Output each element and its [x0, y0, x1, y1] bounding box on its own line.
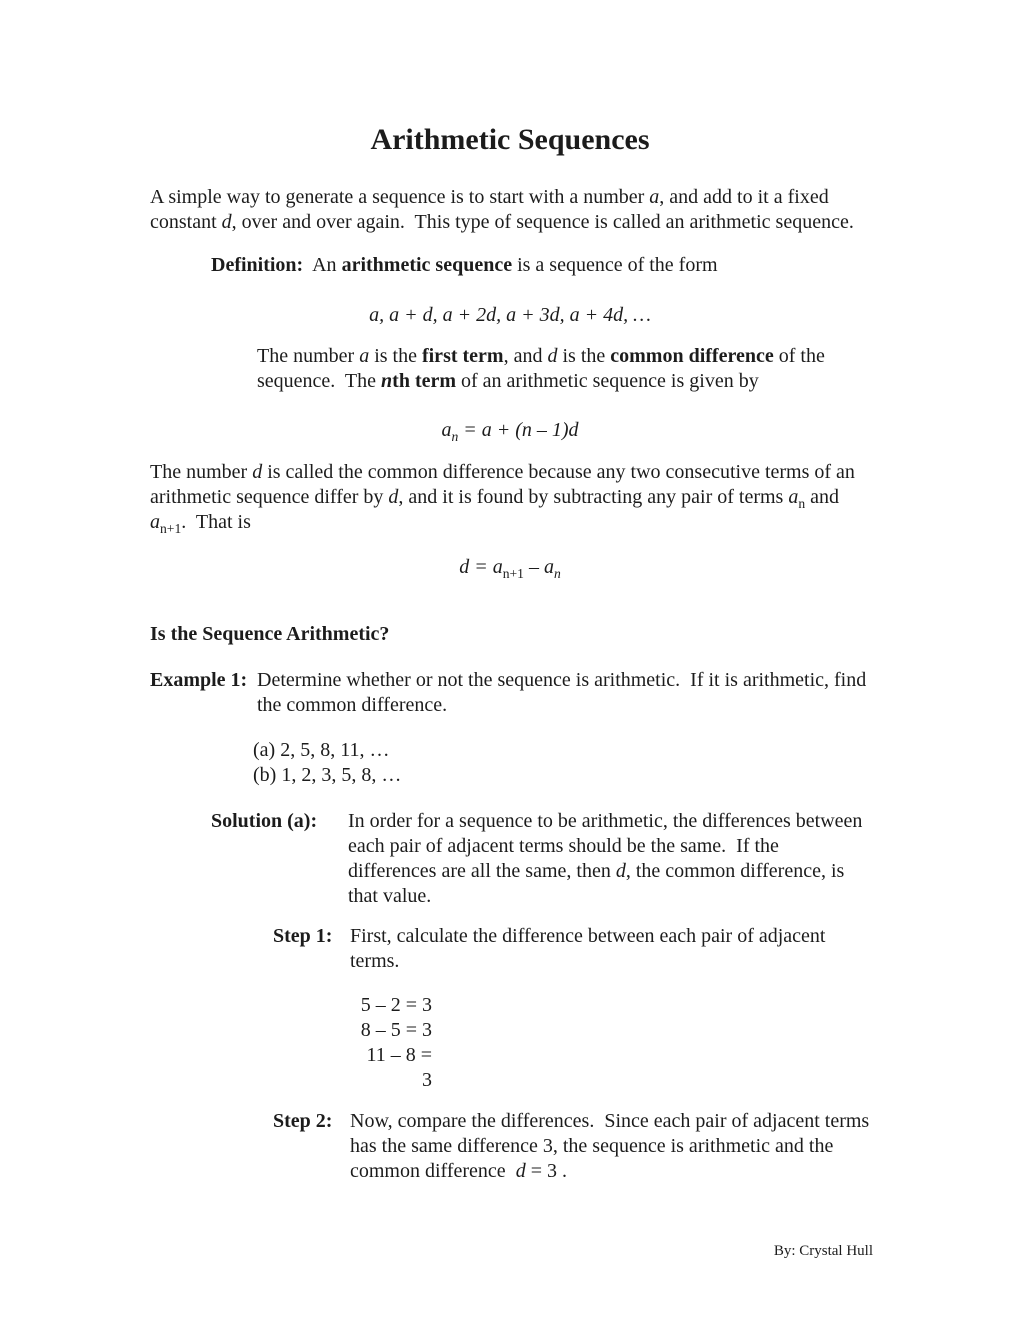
step1-label: Step 1:: [273, 925, 333, 947]
first-term-paragraph: The number a is the first term, and d is the common difference of the sequence. The nth term of an arithmetic sequence is given by: [257, 345, 825, 392]
document-title: Arithmetic Sequences: [370, 123, 650, 156]
step2-block: [273, 1109, 870, 1184]
section-heading: Is the Sequence Arithmetic?: [150, 623, 390, 645]
step2-text: Now, compare the differences. Since each pair of adjacent terms has the same difference 3, the sequence is arithmetic and the common difference d = 3 .: [350, 1110, 870, 1182]
step1-block: [273, 924, 870, 974]
example1-text: Determine whether or not the sequence is arithmetic. If it is arithmetic, find the common difference.: [257, 669, 867, 716]
author-credit: By: Crystal Hull: [773, 1243, 873, 1259]
example1-label: Example 1:: [150, 669, 248, 691]
solution-block: [211, 809, 870, 909]
solution-label: Solution (a):: [211, 810, 318, 832]
calculation-line-1: 5 – 2 = 3: [360, 994, 432, 1016]
calculation-block: [352, 993, 432, 1093]
calculation-line-2: 8 – 5 = 3: [360, 1019, 432, 1041]
difference-formula: $d = a_{n+1} - a_n$: [459, 556, 561, 581]
nth-term-formula: $a_n = a + (n - 1)d$: [441, 419, 579, 444]
intro-paragraph: A simple way to generate a sequence is to start with a number a, and add to it a fixed constant d, over and over again. This type of sequence is called an arithmetic sequence.: [150, 186, 854, 233]
definition-paragraph: Definition: An arithmetic sequence is a sequence of the form: [211, 254, 718, 276]
step1-text: First, calculate the difference between each pair of adjacent terms.: [350, 925, 826, 972]
common-difference-paragraph: The number d is called the common difference because any two consecutive terms of an arithmetic sequence differ by d, and it is found by subtracting any pair of terms $a_n$ and $a_{n+1}$. That is: [150, 461, 855, 536]
step2-label: Step 2:: [273, 1110, 333, 1132]
sequence-item-a: (a) 2, 5, 8, 11, …: [253, 739, 390, 761]
sequence-items: [253, 738, 870, 788]
example1-block: [150, 668, 870, 718]
sequence-item-b: (b) 1, 2, 3, 5, 8, …: [253, 764, 402, 786]
sequence-form-formula: a, a + d, a + 2d, a + 3d, a + 4d, …: [369, 304, 651, 326]
solution-text: In order for a sequence to be arithmetic, the differences between each pair of adjacent terms should be the same. If the differences are all the same, then d, the common difference, is that value.: [348, 810, 863, 907]
calculation-line-3: 11 – 8 = 3: [366, 1044, 432, 1091]
